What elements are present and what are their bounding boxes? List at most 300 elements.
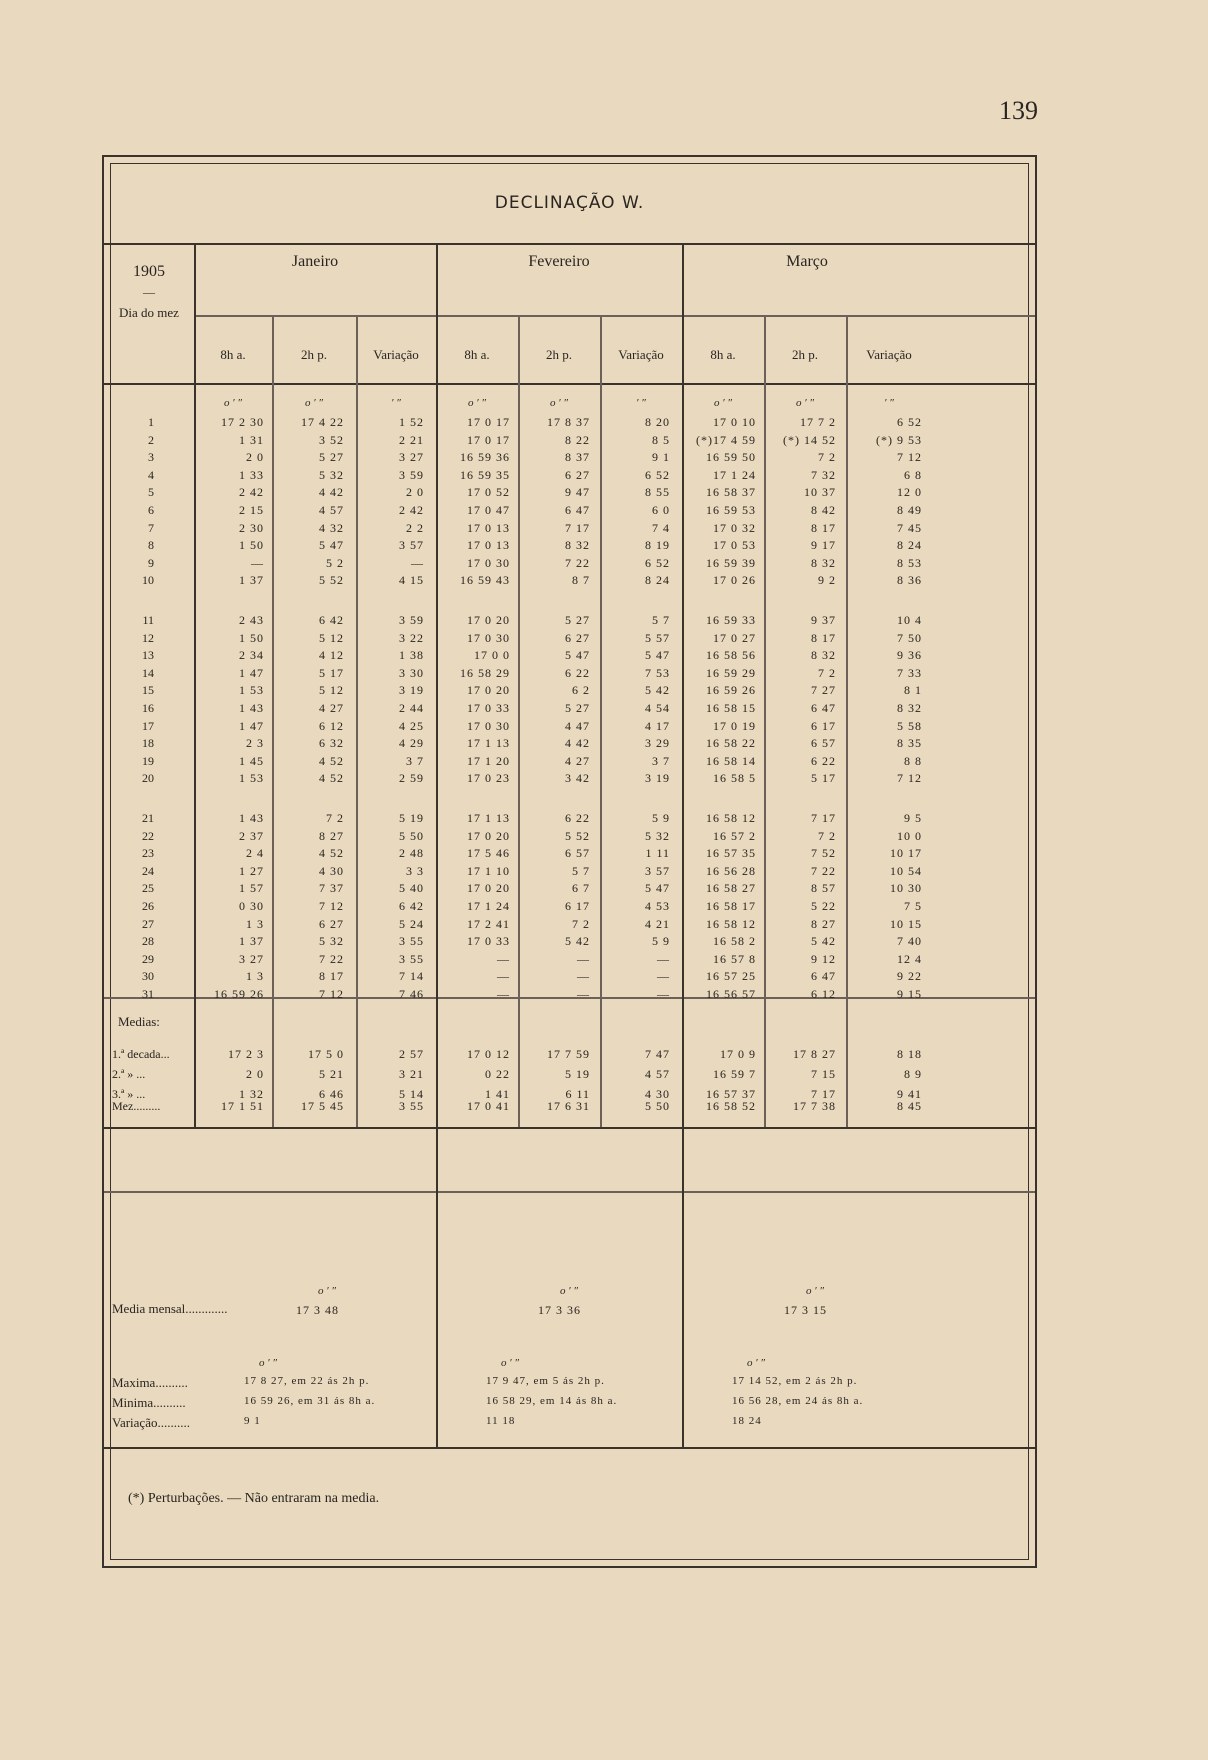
data-cell: 5 32 — [645, 828, 670, 843]
rule-under-months — [194, 315, 1035, 317]
medias-cell: 17 0 12 — [467, 1047, 510, 1061]
medias-cell: 17 2 3 — [228, 1047, 264, 1061]
data-cell: 8 1 — [904, 683, 922, 698]
medias-cell: 5 19 — [565, 1067, 590, 1081]
extremes-unit: o ′ ″ — [501, 1357, 519, 1369]
data-cell: 4 42 — [565, 736, 590, 751]
data-cell: 5 52 — [319, 573, 344, 588]
day-number: 1 — [148, 415, 154, 429]
day-number: 17 — [142, 718, 154, 733]
data-cell: 5 47 — [645, 881, 670, 896]
sub-header: 2h p. — [546, 347, 572, 362]
data-cell: 12 4 — [897, 951, 922, 966]
unit-label: ′ ″ — [391, 397, 401, 409]
data-cell: 17 0 13 — [467, 538, 510, 553]
medias-cell: 7 15 — [811, 1067, 836, 1081]
data-cell: 5 24 — [399, 916, 424, 931]
data-cell: 6 42 — [399, 899, 424, 913]
data-cell: 16 58 12 — [706, 811, 756, 825]
data-cell: 5 22 — [811, 899, 836, 913]
data-cell: 9 37 — [811, 613, 836, 627]
sub-header: Variação — [618, 347, 664, 362]
data-cell: 5 32 — [319, 467, 344, 482]
data-cell: 1 50 — [239, 538, 264, 553]
data-cell: 1 3 — [246, 969, 264, 984]
rule-before-footnote — [104, 1447, 1035, 1449]
data-cell: 10 15 — [890, 916, 922, 931]
medias-cell: 5 14 — [399, 1087, 424, 1101]
day-number: 26 — [142, 899, 154, 913]
medias-cell: 5 21 — [319, 1067, 344, 1081]
data-cell: 5 27 — [319, 450, 344, 465]
data-cell: 8 7 — [572, 573, 590, 588]
sub-header: 8h a. — [710, 347, 736, 362]
day-number: 31 — [142, 987, 154, 1001]
data-cell: 7 5 — [904, 899, 922, 913]
day-number: 25 — [142, 881, 154, 896]
table-frame — [102, 155, 1037, 1568]
medias-cell: 0 22 — [485, 1067, 510, 1081]
unit-label: ′ ″ — [636, 397, 646, 409]
year-dash: — — [143, 285, 155, 299]
data-cell: 9 22 — [897, 969, 922, 984]
data-cell: 9 1 — [652, 450, 670, 465]
medias-row-label: 3.ª » ... — [112, 1087, 146, 1101]
extremes-value: 16 56 28, em 24 ás 8h a. — [732, 1395, 864, 1407]
data-cell: 8 24 — [645, 573, 670, 588]
year-label: 1905 — [133, 263, 165, 280]
data-cell: 1 43 — [239, 811, 264, 825]
data-cell: 16 59 35 — [460, 467, 510, 482]
data-cell: 17 2 30 — [221, 415, 264, 429]
medias-cell: 17 5 0 — [308, 1047, 344, 1061]
data-cell: 7 2 — [818, 665, 836, 680]
data-cell: 6 12 — [811, 987, 836, 1001]
data-cell: 10 37 — [804, 485, 836, 500]
data-cell: 8 5 — [652, 432, 670, 447]
data-cell: 7 2 — [572, 916, 590, 931]
data-cell: 7 17 — [811, 811, 836, 825]
data-cell: 7 2 — [326, 811, 344, 825]
data-cell: 16 58 29 — [460, 665, 510, 680]
data-cell: 9 2 — [818, 573, 836, 588]
data-cell: 5 42 — [565, 934, 590, 949]
data-cell: 3 7 — [652, 753, 670, 768]
data-cell: 9 5 — [904, 811, 922, 825]
data-cell: 9 12 — [811, 951, 836, 966]
day-number: 7 — [148, 520, 154, 535]
medias-cell: 6 11 — [565, 1087, 590, 1101]
data-cell: 17 1 24 — [467, 899, 510, 913]
data-cell: 16 57 25 — [706, 969, 756, 984]
data-cell: 5 32 — [319, 934, 344, 949]
extremes-value: 18 24 — [732, 1415, 762, 1427]
data-cell: 2 21 — [399, 432, 424, 447]
data-cell: 7 2 — [818, 828, 836, 843]
data-cell: 8 27 — [811, 916, 836, 931]
data-cell: 17 0 33 — [467, 934, 510, 949]
data-cell: 3 57 — [645, 863, 670, 878]
data-cell: — — [497, 987, 510, 1001]
day-number: 11 — [142, 613, 154, 627]
sub-header: Variação — [866, 347, 912, 362]
data-cell: 10 17 — [890, 846, 922, 861]
data-cell: 1 33 — [239, 467, 264, 482]
data-cell: 16 56 28 — [706, 863, 756, 878]
data-cell: 6 42 — [319, 613, 344, 627]
data-cell: 17 0 27 — [713, 630, 756, 645]
data-cell: 4 27 — [565, 753, 590, 768]
data-cell: 8 24 — [897, 538, 922, 553]
data-cell: 7 33 — [897, 665, 922, 680]
data-cell: 2 15 — [239, 503, 264, 517]
data-cell: 4 17 — [645, 718, 670, 733]
data-cell: 7 12 — [319, 987, 344, 1001]
data-cell: 7 12 — [897, 450, 922, 465]
data-cell: 4 52 — [319, 771, 344, 786]
data-cell: 5 17 — [811, 771, 836, 786]
mez-cell: 17 7 38 — [793, 1099, 836, 1113]
data-cell: 8 57 — [811, 881, 836, 896]
data-cell: 17 0 10 — [713, 415, 756, 429]
data-cell: 3 27 — [399, 450, 424, 465]
data-cell: 17 1 20 — [467, 753, 510, 768]
data-cell: 3 55 — [399, 951, 424, 966]
table-title: DECLINAÇÃO W. — [494, 193, 645, 213]
medias-row-label: 2.ª » ... — [112, 1067, 146, 1081]
data-cell: 1 52 — [399, 415, 424, 429]
data-cell: 2 30 — [239, 520, 264, 535]
data-cell: 4 12 — [319, 648, 344, 663]
data-cell: 8 17 — [319, 969, 344, 984]
data-cell: 7 22 — [811, 863, 836, 878]
data-cell: 5 7 — [652, 613, 670, 627]
data-cell: 7 52 — [811, 846, 836, 861]
data-cell: 7 37 — [319, 881, 344, 896]
day-number: 30 — [142, 969, 154, 984]
mez-cell: 16 58 52 — [706, 1099, 756, 1113]
data-cell: 16 58 2 — [713, 934, 756, 949]
sub-header: 8h a. — [464, 347, 490, 362]
data-cell: 16 59 29 — [706, 665, 756, 680]
data-cell: 6 22 — [565, 811, 590, 825]
data-cell: 7 32 — [811, 467, 836, 482]
data-cell: 17 0 20 — [467, 828, 510, 843]
unit-label: ′ ″ — [884, 397, 894, 409]
day-number: 20 — [142, 771, 154, 786]
data-cell: 8 32 — [811, 555, 836, 570]
data-cell: 3 30 — [399, 665, 424, 680]
day-number: 10 — [142, 573, 154, 588]
mez-cell: 17 6 31 — [547, 1099, 590, 1113]
data-cell: 2 0 — [406, 485, 424, 500]
day-number: 24 — [142, 863, 154, 878]
medias-cell: 17 8 27 — [793, 1047, 836, 1061]
mez-cell: 8 45 — [897, 1099, 922, 1113]
data-cell: 8 32 — [565, 538, 590, 553]
extremes-value: 17 14 52, em 2 ás 2h p. — [732, 1375, 858, 1387]
data-cell: 17 0 30 — [467, 630, 510, 645]
data-cell: 6 17 — [811, 718, 836, 733]
media-mensal-unit: o ′ ″ — [806, 1285, 824, 1297]
media-mensal-unit: o ′ ″ — [318, 1285, 336, 1297]
extremes-value: 17 9 47, em 5 ás 2h p. — [486, 1375, 605, 1387]
data-cell: 6 57 — [811, 736, 836, 751]
data-cell: 17 0 13 — [467, 520, 510, 535]
data-cell: 16 56 57 — [706, 987, 756, 1001]
data-cell: 2 3 — [246, 736, 264, 751]
medias-cell: 2 0 — [246, 1067, 264, 1081]
medias-cell: 8 9 — [904, 1067, 922, 1081]
data-cell: 17 0 30 — [467, 718, 510, 733]
medias-cell: 17 0 9 — [720, 1047, 756, 1061]
medias-cell: 17 7 59 — [547, 1047, 590, 1061]
sub-header: 8h a. — [220, 347, 246, 362]
data-cell: 3 29 — [645, 736, 670, 751]
data-cell: 9 17 — [811, 538, 836, 553]
data-cell: 2 44 — [399, 701, 424, 715]
data-cell: 2 43 — [239, 613, 264, 627]
data-cell: (*) 14 52 — [783, 432, 836, 447]
data-cell: — — [577, 951, 590, 966]
data-cell: 4 53 — [645, 899, 670, 913]
extremes-value: 16 59 26, em 31 ás 8h a. — [244, 1395, 376, 1407]
data-cell: 6 32 — [319, 736, 344, 751]
data-cell: 7 22 — [565, 555, 590, 570]
data-cell: 3 59 — [399, 613, 424, 627]
data-cell: 1 31 — [239, 432, 264, 447]
data-cell: 16 58 37 — [706, 485, 756, 500]
medias-cell: 6 46 — [319, 1087, 344, 1101]
day-number: 2 — [148, 432, 154, 447]
day-number: 14 — [142, 665, 154, 680]
data-cell: 3 19 — [399, 683, 424, 698]
data-cell: — — [251, 555, 264, 570]
data-cell: 6 52 — [645, 555, 670, 570]
data-cell: (*) 9 53 — [876, 432, 922, 447]
mez-cell: 3 55 — [399, 1099, 424, 1113]
data-cell: 2 48 — [399, 846, 424, 861]
data-cell: 8 19 — [645, 538, 670, 553]
data-cell: 17 0 19 — [713, 718, 756, 733]
data-cell: 4 27 — [319, 701, 344, 715]
data-cell: 17 0 32 — [713, 520, 756, 535]
data-cell: 16 58 56 — [706, 648, 756, 663]
data-cell: — — [497, 951, 510, 966]
data-cell: 4 42 — [319, 485, 344, 500]
media-mensal-unit: o ′ ″ — [560, 1285, 578, 1297]
data-cell: 16 59 33 — [706, 613, 756, 627]
data-cell: 7 17 — [565, 520, 590, 535]
data-cell: 1 27 — [239, 863, 264, 878]
data-cell: 4 52 — [319, 753, 344, 768]
data-cell: 1 38 — [399, 648, 424, 663]
media-mensal-label: Media mensal............. — [112, 1301, 228, 1316]
day-number: 13 — [142, 648, 154, 663]
day-number: 3 — [148, 450, 154, 465]
data-cell: 16 58 27 — [706, 881, 756, 896]
data-cell: 17 0 0 — [474, 648, 510, 663]
data-cell: 6 27 — [565, 630, 590, 645]
medias-cell: 8 18 — [897, 1047, 922, 1061]
data-cell: 2 37 — [239, 828, 264, 843]
data-cell: 8 27 — [319, 828, 344, 843]
data-cell: 4 29 — [399, 736, 424, 751]
data-cell: 6 0 — [652, 503, 670, 517]
data-cell: 1 50 — [239, 630, 264, 645]
data-cell: 8 22 — [565, 432, 590, 447]
data-cell: 5 47 — [319, 538, 344, 553]
medias-cell: 7 17 — [811, 1087, 836, 1101]
unit-label: o ′ ″ — [714, 397, 732, 409]
data-cell: 5 57 — [645, 630, 670, 645]
data-cell: 16 58 14 — [706, 753, 756, 768]
data-cell: 6 12 — [319, 718, 344, 733]
data-cell: 7 46 — [399, 987, 424, 1001]
data-cell: 16 57 2 — [713, 828, 756, 843]
data-cell: 17 0 17 — [467, 415, 510, 429]
day-number: 29 — [142, 951, 154, 966]
data-cell: 5 7 — [572, 863, 590, 878]
data-cell: 8 8 — [904, 753, 922, 768]
medias-cell: 3 21 — [399, 1067, 424, 1081]
data-cell: 2 59 — [399, 771, 424, 786]
extremes-value: 11 18 — [486, 1415, 516, 1427]
data-cell: 1 37 — [239, 573, 264, 588]
data-cell: — — [657, 969, 670, 984]
data-cell: 17 0 52 — [467, 485, 510, 500]
rule-under-title — [104, 243, 1035, 245]
data-cell: 1 53 — [239, 683, 264, 698]
medias-cell: 4 30 — [645, 1087, 670, 1101]
data-cell: 8 32 — [897, 701, 922, 715]
month-fevereiro: Fevereiro — [528, 253, 590, 270]
data-cell: 4 15 — [399, 573, 424, 588]
data-cell: 5 52 — [565, 828, 590, 843]
mez-cell: 17 1 51 — [221, 1099, 264, 1113]
mez-cell: 17 0 41 — [467, 1099, 510, 1113]
data-cell: 16 59 53 — [706, 503, 756, 517]
data-cell: 16 57 35 — [706, 846, 756, 861]
data-cell: 6 17 — [565, 899, 590, 913]
data-cell: 2 0 — [246, 450, 264, 465]
medias-label: Medias: — [118, 1014, 160, 1029]
unit-label: o ′ ″ — [224, 397, 242, 409]
day-header: Dia do mez — [119, 305, 179, 320]
data-cell: 17 5 46 — [467, 846, 510, 861]
data-cell: (*)17 4 59 — [696, 432, 756, 447]
data-cell: 17 0 20 — [467, 613, 510, 627]
data-cell: 17 0 26 — [713, 573, 756, 588]
data-cell: 8 17 — [811, 520, 836, 535]
medias-cell: 16 57 37 — [706, 1087, 756, 1101]
data-cell: 3 42 — [565, 771, 590, 786]
data-cell: 7 14 — [399, 969, 424, 984]
rule-before-mensal — [104, 1127, 1035, 1129]
data-cell: 17 0 47 — [467, 503, 510, 517]
data-cell: 8 37 — [565, 450, 590, 465]
data-cell: 16 58 22 — [706, 736, 756, 751]
sub-header: 2h p. — [301, 347, 327, 362]
sub-header: 2h p. — [792, 347, 818, 362]
data-cell: — — [657, 987, 670, 1001]
extremes-value: 17 8 27, em 22 ás 2h p. — [244, 1375, 370, 1387]
data-cell: 6 7 — [572, 881, 590, 896]
day-number: 22 — [142, 828, 154, 843]
data-cell: 5 47 — [565, 648, 590, 663]
media-mensal-value: 17 3 15 — [784, 1303, 827, 1317]
data-cell: 3 57 — [399, 538, 424, 553]
extremes-value: 9 1 — [244, 1415, 261, 1427]
medias-cell: 1 32 — [239, 1087, 264, 1101]
data-cell: 17 0 20 — [467, 683, 510, 698]
day-number: 16 — [142, 701, 154, 715]
data-cell: 5 9 — [652, 811, 670, 825]
data-cell: 1 47 — [239, 718, 264, 733]
data-cell: 6 22 — [565, 665, 590, 680]
data-cell: 6 47 — [811, 701, 836, 715]
data-cell: 17 0 33 — [467, 701, 510, 715]
data-cell: 8 49 — [897, 503, 922, 517]
data-cell: 16 59 26 — [706, 683, 756, 698]
data-cell: 7 50 — [897, 630, 922, 645]
data-cell: 3 19 — [645, 771, 670, 786]
data-cell: 3 55 — [399, 934, 424, 949]
data-cell: 8 35 — [897, 736, 922, 751]
medias-cell: 7 47 — [645, 1047, 670, 1061]
data-cell: 17 1 13 — [467, 736, 510, 751]
data-cell: 4 30 — [319, 863, 344, 878]
data-cell: 7 45 — [897, 520, 922, 535]
variacao-label: Variação.......... — [112, 1415, 190, 1430]
medias-cell: 2 57 — [399, 1047, 424, 1061]
data-cell: 9 47 — [565, 485, 590, 500]
day-number: 18 — [142, 736, 154, 751]
data-cell: 6 47 — [565, 503, 590, 517]
data-cell: 7 12 — [319, 899, 344, 913]
data-cell: 6 8 — [904, 467, 922, 482]
unit-label: o ′ ″ — [305, 397, 323, 409]
data-cell: — — [497, 969, 510, 984]
data-cell: 4 32 — [319, 520, 344, 535]
data-cell: 1 45 — [239, 753, 264, 768]
data-cell: 5 19 — [399, 811, 424, 825]
medias-cell: 9 41 — [897, 1087, 922, 1101]
medias-row-label: 1.ª decada... — [112, 1047, 170, 1061]
data-cell: 9 36 — [897, 648, 922, 663]
day-number: 4 — [148, 467, 154, 482]
data-cell: 1 3 — [246, 916, 264, 931]
day-number: 21 — [142, 811, 154, 825]
footnote: (*) Perturbações. — Não entraram na media. — [128, 1491, 380, 1506]
data-cell: 16 58 15 — [706, 701, 756, 715]
data-cell: 7 40 — [897, 934, 922, 949]
data-cell: 12 0 — [897, 485, 922, 500]
data-cell: 1 37 — [239, 934, 264, 949]
data-cell: 16 58 17 — [706, 899, 756, 913]
data-cell: 17 0 17 — [467, 432, 510, 447]
data-cell: 2 4 — [246, 846, 264, 861]
data-cell: 8 17 — [811, 630, 836, 645]
data-cell: 3 7 — [406, 753, 424, 768]
mez-cell: 17 5 45 — [301, 1099, 344, 1113]
data-cell: 5 50 — [399, 828, 424, 843]
day-number: 9 — [148, 555, 154, 570]
data-cell: 8 53 — [897, 555, 922, 570]
data-cell: 5 12 — [319, 683, 344, 698]
data-cell: 7 2 — [818, 450, 836, 465]
medias-cell: 16 59 7 — [713, 1067, 756, 1081]
